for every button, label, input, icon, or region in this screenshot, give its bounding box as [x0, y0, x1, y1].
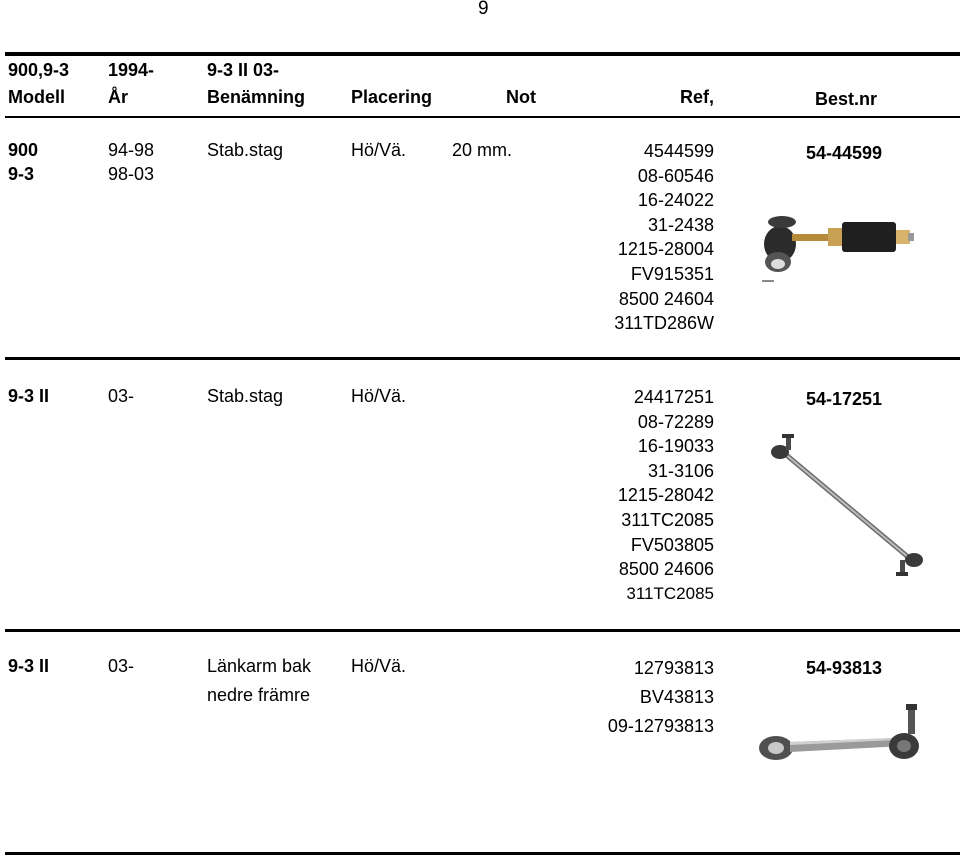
- row3-name-line2: nedre främre: [207, 685, 311, 705]
- ref-number: 12793813: [633, 658, 714, 678]
- ref-number: 31-2438: [647, 214, 714, 235]
- header-note: Not: [506, 87, 536, 107]
- row1-model-line2: 9-3: [8, 164, 35, 184]
- long-stabilizer-link-icon: [766, 432, 928, 584]
- row2-placement: Hö/Vä.: [351, 386, 407, 406]
- row1-placement: Hö/Vä.: [351, 140, 407, 160]
- ref-number: 24417251: [633, 387, 714, 407]
- row-divider: [5, 629, 960, 632]
- header-ref: Ref,: [679, 87, 714, 107]
- ref-number: FV503805: [630, 534, 714, 555]
- short-stabilizer-link-icon: [758, 208, 916, 288]
- ref-number: 8500 24604: [618, 288, 714, 309]
- row2-year: 03-: [108, 386, 135, 406]
- ref-number: FV915351: [630, 263, 714, 284]
- header-name-line2: Benämning: [207, 87, 306, 107]
- header-placement: Placering: [351, 87, 433, 107]
- row1-note: 20 mm.: [452, 140, 513, 160]
- bottom-rule: [5, 852, 960, 855]
- ref-number: BV43813: [639, 687, 714, 707]
- header-rule: [5, 116, 960, 118]
- row1-model-line1: 900: [8, 140, 39, 160]
- row1-name: Stab.stag: [207, 140, 284, 160]
- ref-number: 1215-28004: [617, 239, 714, 260]
- header-bestnr: Best.nr: [815, 89, 878, 109]
- ref-number: 31-3106: [647, 460, 714, 481]
- row1-bestnr: 54-44599: [806, 143, 883, 163]
- ref-number: 311TC2085: [626, 583, 714, 603]
- row3-bestnr: 54-93813: [806, 658, 883, 678]
- ref-number: 16-24022: [637, 190, 714, 211]
- header-model-line2: Modell: [8, 87, 65, 107]
- row3-year: 03-: [108, 656, 135, 676]
- row-divider: [5, 357, 960, 360]
- ref-number: 311TC2085: [621, 509, 714, 530]
- ref-number: 311TD286W: [614, 313, 714, 334]
- row3-name-line1: Länkarm bak: [207, 656, 312, 676]
- ref-number: 1215-28042: [617, 485, 714, 506]
- header-model-line1: 900,9-3: [8, 60, 70, 80]
- row2-bestnr: 54-17251: [806, 389, 883, 409]
- row3-refs: [608, 654, 714, 741]
- ref-number: 08-60546: [637, 165, 714, 186]
- row1-year-line2: 98-03: [108, 164, 155, 184]
- row2-refs: [618, 385, 714, 606]
- row1-year-line1: 94-98: [108, 140, 155, 160]
- ref-number: 16-19033: [637, 436, 714, 457]
- ref-number: 4544599: [643, 141, 714, 161]
- row3-placement: Hö/Vä.: [351, 656, 407, 676]
- page-number: 9: [478, 0, 489, 19]
- ref-number: 8500 24606: [618, 559, 714, 580]
- row3-model: 9-3 II: [8, 656, 50, 676]
- ref-number: 09-12793813: [607, 716, 714, 736]
- top-rule: [5, 52, 960, 56]
- ref-number: 08-72289: [637, 411, 714, 432]
- row1-refs: [614, 139, 714, 336]
- row2-model: 9-3 II: [8, 386, 50, 406]
- control-arm-icon: [754, 702, 926, 766]
- header-name-line1: 9-3 II 03-: [207, 60, 280, 80]
- row2-name: Stab.stag: [207, 386, 284, 406]
- header-year-line2: År: [108, 87, 129, 107]
- header-year-line1: 1994-: [108, 60, 155, 80]
